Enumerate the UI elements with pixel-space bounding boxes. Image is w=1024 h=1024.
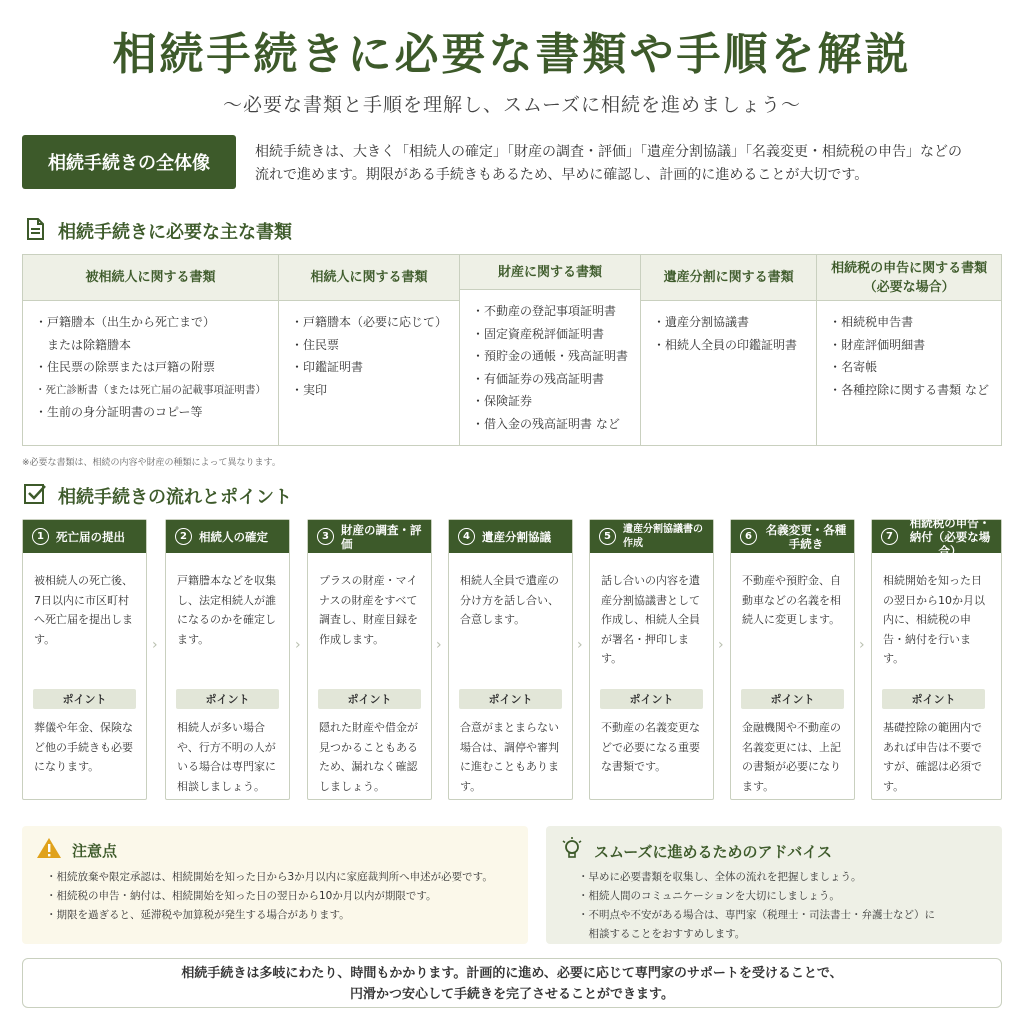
caution-item: ・ 相続税の申告・納付は、相続開始を知った日の翌日から10か月以内が期限です。 bbox=[46, 887, 493, 906]
advice-item: ・ 相続人間のコミュニケーションを大切にしましょう。 bbox=[578, 887, 935, 906]
page-subtitle: ～必要な書類と手順を理解し、スムーズに相続を進めましょう～ bbox=[222, 94, 802, 116]
advice-heading bbox=[560, 836, 832, 866]
doc-column-subtitle: （必要な場合） bbox=[863, 279, 955, 295]
flow-steps bbox=[22, 515, 1002, 800]
doc-item: ・実印 bbox=[291, 382, 328, 397]
caution-heading bbox=[36, 836, 117, 864]
caution-item: ・ 相続放棄や限定承認は、相続開始を知った日から3か月以内に家庭裁判所へ申述が必要です。 bbox=[46, 868, 493, 887]
chevron-right-icon: › bbox=[859, 637, 865, 653]
doc-item: ・住民票の除票または戸籍の附票 bbox=[35, 360, 216, 374]
step-number: 3 bbox=[317, 528, 334, 545]
chevron-right-icon: › bbox=[295, 637, 301, 653]
checkbox-icon bbox=[22, 481, 48, 512]
doc-item: ・財産評価明細書 bbox=[829, 337, 926, 352]
documents-heading-label: 相続手続きに必要な主な書類 bbox=[58, 222, 292, 243]
step-card bbox=[448, 519, 573, 800]
chevron-right-icon: › bbox=[152, 637, 158, 653]
point-text: 隠れた財産や借金が見つかることもあるため、漏れなく確認しましょう。 bbox=[319, 721, 418, 793]
advice-item: ・ 早めに必要書類を収集し、全体の流れを把握しましょう。 bbox=[578, 868, 935, 887]
point-label: ポイント bbox=[459, 689, 562, 709]
overview-badge: 相続手続きの全体像 bbox=[22, 135, 236, 189]
doc-item: ・死亡診断書（または死亡届の記載事項証明書） bbox=[35, 383, 266, 396]
step-header bbox=[166, 520, 289, 553]
step-title: 財産の調査・評価 bbox=[341, 522, 422, 551]
documents-note: ※必要な書類は、相続の内容や財産の種類によって異なります。 bbox=[22, 458, 281, 468]
point-label: ポイント bbox=[33, 689, 136, 709]
step-number: 1 bbox=[32, 528, 49, 545]
advice-box bbox=[546, 826, 1002, 944]
step-card bbox=[307, 519, 432, 800]
doc-item: または除籍謄本 bbox=[35, 337, 132, 352]
doc-list bbox=[279, 301, 459, 411]
caution-list bbox=[46, 868, 493, 925]
summary-box bbox=[22, 958, 1002, 1008]
doc-item: ・戸籍謄本（必要に応じて） bbox=[291, 315, 448, 329]
step-title: 遺産分割協議 bbox=[482, 529, 551, 544]
doc-item: ・戸籍謄本（出生から死亡まで） bbox=[35, 315, 216, 329]
doc-item: ・相続人全員の印鑑証明書 bbox=[653, 337, 798, 352]
point-text: 葬儀や年金、保険など他の手続きも必要になります。 bbox=[34, 721, 133, 773]
step-card bbox=[730, 519, 855, 800]
point-text: 合意がまとまらない場合は、調停や審判に進むこともあります。 bbox=[460, 721, 559, 793]
step-title: 死亡届の提出 bbox=[56, 529, 125, 544]
chevron-right-icon: › bbox=[718, 637, 724, 653]
doc-item: ・相続税申告書 bbox=[829, 315, 914, 329]
overview-text bbox=[255, 141, 1005, 187]
flow-heading-label: 相続手続きの流れとポイント bbox=[58, 487, 292, 508]
doc-list bbox=[817, 301, 1001, 411]
advice-item: 相談することをおすすめします。 bbox=[588, 928, 746, 940]
doc-item: ・借入金の残高証明書 など bbox=[472, 416, 620, 431]
step-number: 4 bbox=[458, 528, 475, 545]
doc-item: ・預貯金の通帳・残高証明書 bbox=[472, 349, 629, 363]
point-text: 金融機関や不動産の名義変更には、上記の書類が必要になります。 bbox=[742, 721, 841, 793]
step-header bbox=[23, 520, 146, 553]
doc-item: ・不動産の登記事項証明書 bbox=[472, 304, 617, 318]
doc-column-title: 遺産分割に関する書類 bbox=[663, 270, 794, 285]
doc-column-title: 相続税の申告に関する書類 bbox=[831, 260, 988, 276]
overview-line-2: 流れで進めます。期限がある手続きもあるため、早めに確認し、計画的に進めることが大切です。 bbox=[255, 167, 869, 183]
point-text: 基礎控除の範囲内であれば申告は不要ですが、確認は必須です。 bbox=[883, 721, 982, 793]
overview-line-1: 相続手続きは、大きく「相続人の確定」「財産の調査・評価」「遺産分割協議」「名義変更・相続税の申告」などの bbox=[255, 144, 962, 160]
document-icon bbox=[22, 216, 48, 247]
doc-list bbox=[23, 301, 278, 434]
step-card bbox=[589, 519, 714, 800]
step-header bbox=[308, 520, 431, 553]
doc-column bbox=[817, 255, 1001, 445]
doc-column bbox=[641, 255, 817, 445]
step-card bbox=[871, 515, 1002, 800]
step-description: 戸籍謄本などを収集し、法定相続人が誰になるのかを確定します。 bbox=[177, 574, 276, 646]
step-header bbox=[731, 520, 854, 553]
warning-icon bbox=[36, 836, 62, 864]
step-card bbox=[165, 519, 290, 800]
lightbulb-icon bbox=[560, 836, 584, 866]
doc-item: ・各種控除に関する書類 など bbox=[829, 382, 989, 397]
point-label: ポイント bbox=[176, 689, 279, 709]
step-number: 2 bbox=[175, 528, 192, 545]
doc-list bbox=[641, 301, 816, 366]
step-description: 不動産や預貯金、自動車などの名義を相続人に変更します。 bbox=[742, 574, 841, 626]
doc-column-title: 財産に関する書類 bbox=[498, 264, 603, 280]
caution-heading-label: 注意点 bbox=[72, 841, 118, 860]
doc-item: ・有価証券の残高証明書 bbox=[472, 371, 605, 386]
doc-item: ・印鑑証明書 bbox=[291, 360, 364, 374]
step-description: プラスの財産・マイナスの財産をすべて調査し、財産目録を作成します。 bbox=[319, 574, 418, 646]
doc-item: ・保険証券 bbox=[472, 394, 533, 408]
advice-heading-label: スムーズに進めるためのアドバイス bbox=[594, 842, 833, 861]
step-description: 相続開始を知った日の翌日から10か月以内に、相続税の申告・納付を行います。 bbox=[883, 574, 985, 665]
step-description: 相続人全員で遺産の分け方を話し合い、合意します。 bbox=[460, 574, 559, 626]
doc-column-header bbox=[279, 255, 459, 301]
step-number: 5 bbox=[599, 528, 616, 545]
doc-column-title: 被相続人に関する書類 bbox=[85, 270, 216, 285]
point-label: ポイント bbox=[741, 689, 844, 709]
step-number: 6 bbox=[740, 528, 757, 545]
step-header bbox=[590, 520, 713, 553]
advice-item: ・ 不明点や不安がある場合は、専門家（税理士・司法書士・弁護士など）に bbox=[578, 906, 935, 925]
doc-column bbox=[23, 255, 279, 445]
doc-list bbox=[460, 290, 640, 445]
doc-item: ・遺産分割協議書 bbox=[653, 315, 750, 329]
caution-box bbox=[22, 826, 528, 944]
summary-line-1: 相続手続きは多岐にわたり、時間もかかります。計画的に進め、必要に応じて専門家のサポートを受けることで、 bbox=[181, 966, 843, 981]
point-label: ポイント bbox=[600, 689, 703, 709]
doc-column-header bbox=[641, 255, 816, 301]
doc-column-header bbox=[460, 255, 640, 290]
chevron-right-icon: › bbox=[436, 637, 442, 653]
point-text: 相続人が多い場合や、行方不明の人がいる場合は専門家に相談しましょう。 bbox=[177, 721, 276, 793]
caution-item: ・ 期限を過ぎると、延滞税や加算税が発生する場合があります。 bbox=[46, 906, 493, 925]
step-number: 7 bbox=[881, 528, 898, 545]
step-title: 相続税の申告・納付（必要な場合） bbox=[909, 515, 991, 558]
advice-list bbox=[578, 868, 935, 944]
point-label: ポイント bbox=[318, 689, 421, 709]
summary-line-2: 円滑かつ安心して手続きを完了させることができます。 bbox=[350, 987, 674, 1002]
step-title: 名義変更・各種手続き bbox=[765, 522, 847, 551]
flow-heading bbox=[22, 482, 292, 510]
doc-item: ・名寄帳 bbox=[829, 360, 878, 374]
page-title: 相続手続きに必要な書類や手順を解説 bbox=[112, 29, 912, 80]
doc-item: ・住民票 bbox=[291, 337, 340, 352]
chevron-right-icon: › bbox=[577, 637, 583, 653]
step-description: 話し合いの内容を遺産分割協議書として作成し、相続人全員が署名・押印します。 bbox=[601, 574, 700, 665]
doc-column bbox=[279, 255, 460, 445]
point-text: 不動産の名義変更などで必要になる重要な書類です。 bbox=[601, 721, 700, 773]
documents-heading bbox=[22, 217, 292, 245]
doc-column bbox=[460, 255, 641, 445]
doc-item: ・固定資産税評価証明書 bbox=[472, 326, 605, 341]
step-card bbox=[22, 519, 147, 800]
point-label: ポイント bbox=[882, 689, 985, 709]
doc-column-title: 相続人に関する書類 bbox=[310, 270, 428, 285]
step-header bbox=[449, 520, 572, 553]
doc-column-header bbox=[817, 255, 1001, 301]
doc-item: ・生前の身分証明書のコピー等 bbox=[35, 405, 203, 419]
step-title: 相続人の確定 bbox=[199, 529, 268, 544]
step-header bbox=[872, 515, 1001, 558]
documents-table bbox=[22, 254, 1002, 446]
step-description: 被相続人の死亡後、7日以内に市区町村へ死亡届を提出します。 bbox=[34, 574, 133, 646]
doc-column-header bbox=[23, 255, 278, 301]
step-title: 遺産分割協議書の作成 bbox=[623, 523, 703, 549]
